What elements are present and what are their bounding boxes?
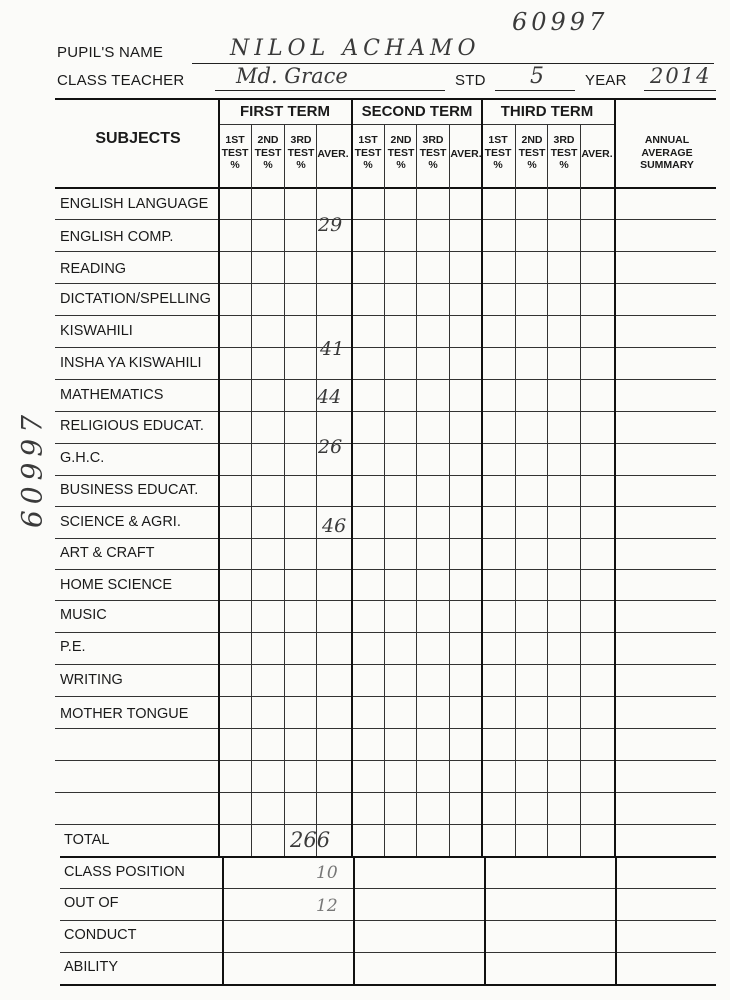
bottom-col-4	[615, 856, 617, 984]
term2-col-header-2	[385, 134, 417, 172]
row-line	[55, 632, 716, 633]
row-line	[55, 506, 716, 507]
subject-english-comp: ENGLISH COMP.	[60, 229, 174, 245]
std-value: 5	[530, 64, 544, 89]
subject-dictation-spelling: DICTATION/SPELLING	[60, 291, 211, 307]
test-col-line	[515, 124, 516, 856]
score-out-of: 12	[316, 896, 338, 916]
col-header-line: 2ND	[390, 134, 412, 146]
term-header-third: THIRD TERM	[500, 103, 594, 120]
subject-home-science: HOME SCIENCE	[60, 577, 172, 593]
col-subjects-right	[218, 98, 220, 856]
bottom-row-line	[60, 920, 716, 921]
annual-line-2: AVERAGE	[641, 146, 693, 159]
test-col-line	[384, 124, 385, 856]
row-line	[55, 728, 716, 729]
subject-insha-ya-kiswahili: INSHA YA KISWAHILI	[60, 355, 202, 371]
subject-business-educat: BUSINESS EDUCAT.	[60, 482, 199, 498]
col-header-line: TEST	[484, 146, 512, 159]
col-header-line: %	[230, 159, 240, 171]
bottom-col-3	[484, 856, 486, 984]
class-teacher-value: Md. Grace	[236, 64, 348, 88]
class-teacher-underline	[215, 90, 445, 91]
term2-col-header-1	[352, 134, 384, 172]
total-label: TOTAL	[64, 832, 110, 848]
col-header-line: %	[559, 159, 569, 171]
term3-col-header-3	[548, 134, 580, 172]
score-class-position: 10	[316, 863, 338, 883]
col-header-line: 1ST	[358, 134, 378, 146]
test-col-line	[547, 124, 548, 856]
bottom-row-line	[60, 952, 716, 953]
corner-number: 60997	[512, 8, 609, 36]
row-line	[55, 538, 716, 539]
col-header-line: 3RD	[553, 134, 575, 146]
term3-col-header-2	[516, 134, 548, 172]
pupil-name-label: PUPIL'S NAME	[57, 44, 164, 61]
score-science-aver: 46	[322, 515, 347, 537]
annual-line-3: SUMMARY	[640, 159, 694, 171]
table-top-rule	[55, 98, 716, 100]
col-header-line: %	[263, 159, 273, 171]
col-header-line: AVER.	[317, 148, 349, 160]
subject-art-craft: ART & CRAFT	[60, 545, 155, 561]
term2-col-header-4	[450, 148, 482, 161]
pupil-name-value: NILOL ACHAMO	[230, 36, 481, 61]
col-term1-right	[351, 98, 353, 856]
subject-science-agri: SCIENCE & AGRI.	[60, 514, 181, 530]
subject-writing: WRITING	[60, 672, 123, 688]
subject-music: MUSIC	[60, 607, 107, 623]
score-mathematics-aver: 44	[317, 386, 342, 408]
col-header-line: %	[296, 159, 306, 171]
out-of-label: OUT OF	[64, 895, 119, 911]
term2-col-header-3	[417, 134, 449, 172]
test-col-line	[416, 124, 417, 856]
row-line	[55, 379, 716, 380]
test-col-line	[449, 124, 450, 856]
col-header-line: %	[396, 159, 406, 171]
col-header-line: 2ND	[257, 134, 279, 146]
conduct-label: CONDUCT	[64, 927, 137, 943]
term1-col-header-4	[317, 148, 349, 161]
std-label: STD	[455, 72, 486, 89]
term1-col-header-3	[285, 134, 317, 172]
term1-col-header-2	[252, 134, 284, 172]
bottom-col-2	[353, 856, 355, 984]
row-line	[55, 443, 716, 444]
std-underline	[495, 90, 575, 91]
subject-kiswahili: KISWAHILI	[60, 323, 133, 339]
col-header-line: %	[363, 159, 373, 171]
annual-summary-header	[618, 134, 716, 172]
col-term2-right	[481, 98, 483, 856]
term-header-first: FIRST TERM	[240, 103, 330, 120]
row-line	[55, 824, 716, 825]
bottom-col-1	[222, 856, 224, 984]
term3-col-header-1	[482, 134, 514, 172]
row-line	[55, 664, 716, 665]
year-underline	[644, 90, 716, 91]
col-header-line: %	[527, 159, 537, 171]
row-line	[55, 283, 716, 284]
col-header-line: TEST	[254, 146, 282, 159]
term1-col-header-1	[219, 134, 251, 172]
row-line	[55, 251, 716, 252]
subject-pe: P.E.	[60, 639, 86, 655]
col-header-line: TEST	[287, 146, 315, 159]
col-header-line: %	[493, 159, 503, 171]
row-line	[55, 792, 716, 793]
col-header-line: TEST	[387, 146, 415, 159]
total-bottom-rule	[60, 856, 716, 858]
bottom-row-line	[60, 888, 716, 889]
test-col-line	[251, 124, 252, 856]
col-header-line: 1ST	[225, 134, 245, 146]
col-header-line: 2ND	[521, 134, 543, 146]
term-header-second: SECOND TERM	[361, 103, 473, 120]
subject-ghc: G.H.C.	[60, 450, 105, 466]
row-line	[55, 347, 716, 348]
year-value: 2014	[650, 64, 712, 88]
col-header-line: TEST	[221, 146, 249, 159]
col-header-line: AVER.	[581, 148, 613, 160]
col-header-line: TEST	[518, 146, 546, 159]
row-line	[55, 411, 716, 412]
subject-mother-tongue: MOTHER TONGUE	[60, 706, 189, 722]
col-term3-right	[614, 98, 616, 856]
col-header-line: %	[428, 159, 438, 171]
subject-english-language: ENGLISH LANGUAGE	[60, 196, 209, 212]
row-line	[55, 569, 716, 570]
col-header-line: TEST	[354, 146, 382, 159]
row-line	[55, 475, 716, 476]
test-col-line	[580, 124, 581, 856]
row-line	[55, 600, 716, 601]
ability-label: ABILITY	[64, 959, 118, 975]
score-religious-aver: 26	[318, 436, 343, 458]
year-label: YEAR	[585, 72, 627, 89]
col-header-line: AVER.	[450, 148, 482, 160]
col-header-line: 1ST	[488, 134, 508, 146]
term3-col-header-4	[581, 148, 613, 161]
score-english-aver: 29	[318, 214, 343, 236]
side-number: 60997	[15, 408, 49, 529]
row-line	[55, 760, 716, 761]
table-bottom-rule	[60, 984, 716, 986]
col-header-line: 3RD	[290, 134, 312, 146]
row-line	[55, 219, 716, 220]
row-line	[55, 696, 716, 697]
class-teacher-label: CLASS TEACHER	[57, 72, 185, 89]
col-header-line: TEST	[419, 146, 447, 159]
subject-religious-educat: RELIGIOUS EDUCAT.	[60, 418, 204, 434]
score-total: 266	[290, 828, 331, 852]
col-header-line: TEST	[550, 146, 578, 159]
annual-line-1: ANNUAL	[644, 134, 690, 146]
col-header-line: 3RD	[422, 134, 444, 146]
score-kiswahili-aver: 41	[320, 338, 345, 360]
test-col-line	[316, 124, 317, 856]
subject-mathematics: MATHEMATICS	[60, 387, 164, 403]
subjects-header: SUBJECTS	[95, 130, 181, 147]
test-col-line	[284, 124, 285, 856]
class-position-label: CLASS POSITION	[64, 864, 185, 880]
row-line	[55, 315, 716, 316]
header-bottom-rule	[55, 187, 716, 189]
subject-reading: READING	[60, 261, 127, 277]
